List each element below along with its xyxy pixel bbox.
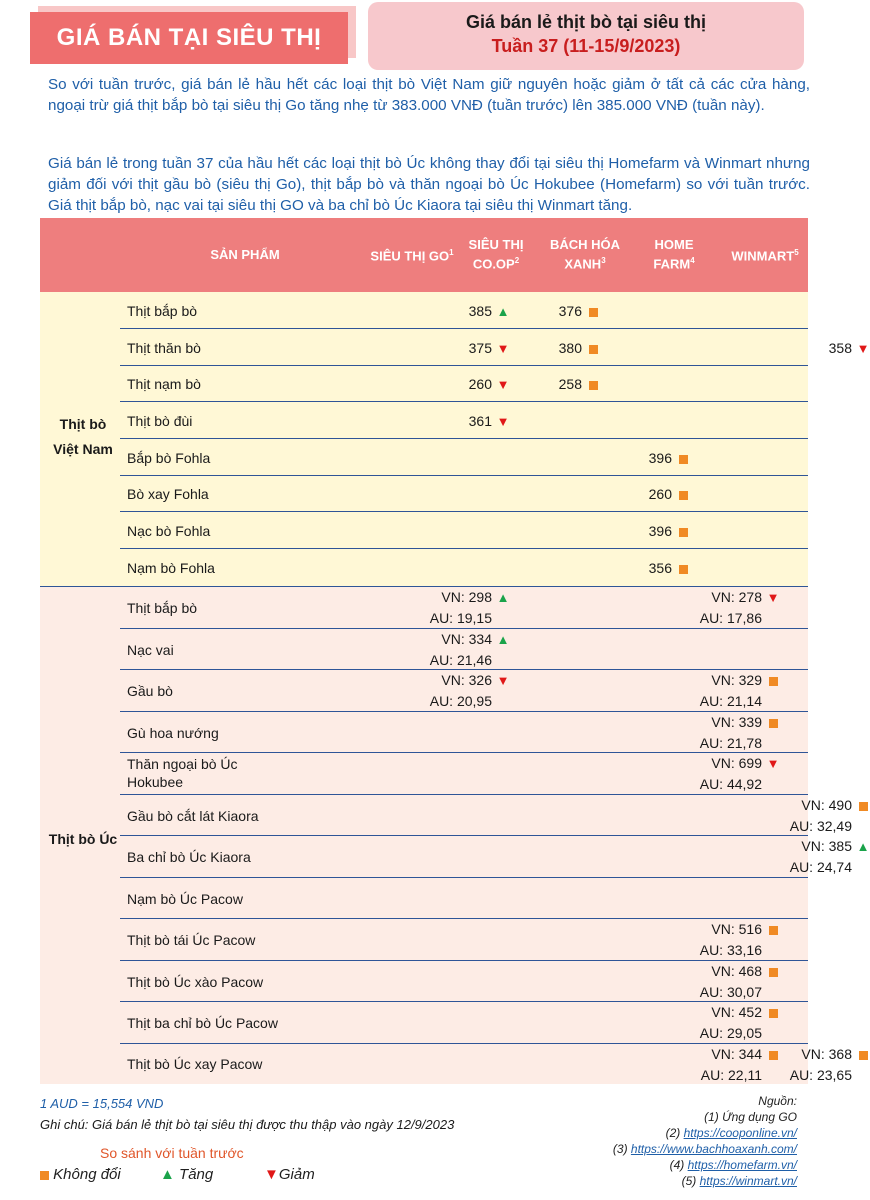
table-row xyxy=(120,919,808,961)
product-name: Thịt bò đùi xyxy=(127,412,193,429)
col-bhx: BÁCH HÓA XANH$^3$ xyxy=(549,237,621,272)
table-row xyxy=(120,795,852,836)
price-cell-bhx: 260 xyxy=(649,484,690,505)
product-name: Thịt thăn bò xyxy=(127,339,201,356)
summary-paragraph-vn: So với tuần trước, giá bán lẻ hầu hết các loại thịt bò Việt Nam giữ nguyên hoặc giảm ở tất cả các cửa hàng, ngoại trừ giá thịt bắp bò tại siêu thị Go tăng nhẹ từ 383.000 VNĐ (tuần trước) lên 385.000 VNĐ (tuần này). xyxy=(48,76,810,114)
page-title: Giá bán lẻ thịt bò tại siêu thị xyxy=(465,12,707,32)
summary-paragraph-au: Giá bán lẻ trong tuần 37 của hầu hết các loại thịt bò Úc không thay đổi tại siêu thị Homefarm và Winmart nhưng giảm đối với thịt gầu bò (siêu thị Go), thịt bắp bò và thăn ngoại bò Úc Hokubee (Homefarm) so với tuần trước. Giá thịt bắp bò, nạc vai tại siêu thị GO và ba chỉ bò Úc Kiaora tại siêu thị Winmart tăng. xyxy=(48,155,810,214)
group-label: Thịt bò Việt Nam xyxy=(53,416,113,457)
price-cell-go: VN: 298 ▲ AU: 19,15 xyxy=(429,589,510,626)
square-icon xyxy=(586,302,600,322)
col-product: SẢN PHẨM xyxy=(210,247,280,262)
product-name: Thịt bò Úc xào Pacow xyxy=(127,973,264,990)
legend-up: ▲ Tăng xyxy=(160,1166,214,1183)
triangle-down-icon: ▼ xyxy=(856,340,870,356)
table-row xyxy=(120,366,808,402)
col-winmart: WINMART$^5$ xyxy=(731,248,799,264)
table-row xyxy=(120,439,808,476)
product-name: Thịt bắp bò xyxy=(127,600,198,616)
table-row xyxy=(120,402,808,439)
product-name: Gầu bò xyxy=(127,683,173,699)
product-name: Thịt bắp bò xyxy=(127,302,198,319)
price-cell-go: 260 ▼ xyxy=(469,374,510,395)
source-link[interactable]: https://cooponline.vn/ xyxy=(683,1126,797,1140)
legend-down: ▼Giảm xyxy=(264,1166,315,1183)
square-icon xyxy=(676,449,690,469)
col-homefarm: HOME FARM$^4$ xyxy=(653,237,695,272)
table-row xyxy=(120,512,808,549)
price-cell-hf: VN: 699 ▼ AU: 44,92 xyxy=(699,755,780,792)
price-cell-hf: VN: 468 AU: 30,07 xyxy=(700,961,780,1002)
product-name: Thịt ba chỉ bò Úc Pacow xyxy=(127,1015,278,1031)
group-label: Thịt bò Úc xyxy=(48,831,118,847)
table-row xyxy=(120,476,808,512)
price-cell-hf: VN: 278 ▼ AU: 17,86 xyxy=(699,589,780,626)
triangle-up-icon: ▲ xyxy=(856,839,870,854)
table-row xyxy=(120,1044,852,1084)
price-cell-wm: VN: 385 ▲ AU: 24,74 xyxy=(789,838,870,875)
table-row xyxy=(120,961,808,1002)
legend-same: Không đổi xyxy=(40,1166,121,1183)
table-row xyxy=(120,587,808,629)
price-cell-coop: 380 xyxy=(559,338,600,359)
table-row xyxy=(120,878,808,919)
price-cell-go: 385 ▲ xyxy=(469,301,510,322)
triangle-up-icon: ▲ xyxy=(496,303,510,319)
square-icon xyxy=(766,713,780,733)
triangle-down-icon: ▼ xyxy=(496,377,510,392)
source-title: Nguồn: xyxy=(758,1094,797,1108)
product-name: Nạc vai xyxy=(127,641,174,658)
source-line[interactable]: (3) https://www.bachhoaxanh.com/ xyxy=(612,1142,797,1156)
table-row xyxy=(120,712,808,753)
group-australia-beef xyxy=(40,586,870,1084)
product-name: Gù hoa nướng xyxy=(127,724,219,741)
price-cell-wm: VN: 368 AU: 23,65 xyxy=(790,1044,870,1085)
square-icon xyxy=(766,1045,780,1065)
triangle-up-icon: ▲ xyxy=(496,632,510,647)
triangle-down-icon: ▼ xyxy=(264,1166,279,1183)
price-cell-hf: VN: 339 AU: 21,78 xyxy=(700,712,780,753)
price-cell-coop: 258 xyxy=(559,374,600,395)
product-name: Thịt nạm bò xyxy=(127,376,201,392)
source-link[interactable]: https://winmart.vn/ xyxy=(699,1174,797,1188)
group-vietnam-beef xyxy=(40,292,870,586)
price-cell-go: 375 ▼ xyxy=(469,338,510,359)
price-cell-bhx: 396 xyxy=(649,448,690,469)
title-box xyxy=(368,2,804,70)
triangle-down-icon: ▼ xyxy=(496,673,510,688)
source-line[interactable]: (5) https://winmart.vn/ xyxy=(681,1174,797,1188)
triangle-up-icon: ▲ xyxy=(496,590,510,605)
triangle-down-icon: ▼ xyxy=(496,340,510,356)
square-icon xyxy=(676,559,690,579)
price-cell-hf: VN: 452 AU: 29,05 xyxy=(700,1002,780,1043)
col-go: SIÊU THỊ $GO^1$ xyxy=(370,248,454,264)
source-line[interactable]: (4) https://homefarm.vn/ xyxy=(669,1158,797,1172)
square-icon xyxy=(676,485,690,505)
price-cell-wm: VN: 490 AU: 32,49 xyxy=(790,795,870,836)
table-row xyxy=(120,629,808,670)
product-name: Gầu bò cắt lát Kiaora xyxy=(127,807,259,824)
price-cell-coop: 376 xyxy=(559,301,600,322)
price-cell-go: 361 ▼ xyxy=(469,411,510,432)
triangle-down-icon: ▼ xyxy=(496,413,510,429)
source-link[interactable]: https://homefarm.vn/ xyxy=(687,1158,797,1172)
price-table xyxy=(40,218,870,1084)
square-icon xyxy=(586,339,600,359)
legend-title: So sánh với tuần trước xyxy=(100,1145,244,1161)
table-row xyxy=(120,836,870,878)
price-cell-hf: VN: 329 AU: 21,14 xyxy=(700,670,780,711)
square-icon xyxy=(766,1003,780,1023)
price-cell-hf: VN: 344 AU: 22,11 xyxy=(701,1044,780,1085)
source-line[interactable]: (2) https://cooponline.vn/ xyxy=(665,1126,797,1140)
square-icon xyxy=(856,796,870,816)
square-icon xyxy=(586,375,600,395)
page-subtitle: Tuần 37 (11-15/9/2023) xyxy=(491,36,681,56)
table-row xyxy=(120,549,808,586)
product-name: Thịt bò tái Úc Pacow xyxy=(127,932,256,948)
price-cell-bhx: 356 xyxy=(649,558,690,579)
square-icon xyxy=(40,1171,49,1180)
price-cell-wm: 358 ▼ xyxy=(829,338,870,359)
price-cell-go: VN: 334 ▲ AU: 21,46 xyxy=(429,631,510,668)
product-name: Nạm bò Úc Pacow xyxy=(127,890,243,907)
collection-note: Ghi chú: Giá bán lẻ thịt bò tại siêu thị được thu thập vào ngày 12/9/2023 xyxy=(40,1117,455,1132)
table-row xyxy=(120,670,808,712)
table-row xyxy=(120,753,808,795)
col-coop: SIÊU THỊ $CO.OP^2$ xyxy=(468,237,524,272)
product-name: Thịt bò Úc xay Pacow xyxy=(127,1056,263,1072)
price-cell-hf: VN: 516 AU: 33,16 xyxy=(700,919,780,960)
exchange-rate: 1 AUD = 15,554 VND xyxy=(40,1096,164,1111)
product-name: Bắp bò Fohla xyxy=(127,449,211,466)
product-name: Thăn ngoại bò Úc Hokubee xyxy=(127,756,238,790)
square-icon xyxy=(856,1045,870,1065)
product-name: Bò xay Fohla xyxy=(127,486,209,502)
source-link[interactable]: https://www.bachhoaxanh.com/ xyxy=(630,1142,797,1156)
product-name: Nạc bò Fohla xyxy=(127,522,211,539)
table-row xyxy=(120,1002,808,1044)
table-row xyxy=(120,329,870,366)
product-name: Ba chỉ bò Úc Kiaora xyxy=(127,849,251,865)
triangle-down-icon: ▼ xyxy=(766,756,780,771)
product-name: Nạm bò Fohla xyxy=(127,559,215,576)
square-icon xyxy=(766,962,780,982)
square-icon xyxy=(676,522,690,542)
triangle-up-icon: ▲ xyxy=(160,1166,175,1183)
price-cell-go: VN: 326 ▼ AU: 20,95 xyxy=(429,672,510,709)
table-header xyxy=(40,218,808,292)
square-icon xyxy=(766,671,780,691)
triangle-down-icon: ▼ xyxy=(766,590,780,605)
page-header xyxy=(0,0,831,70)
square-icon xyxy=(766,920,780,940)
section-banner: GIÁ BÁN TẠI SIÊU THỊ xyxy=(30,12,348,64)
price-cell-bhx: 396 xyxy=(649,521,690,542)
table-row xyxy=(120,292,808,329)
source-line: (1) Ứng dụng GO xyxy=(704,1110,797,1124)
